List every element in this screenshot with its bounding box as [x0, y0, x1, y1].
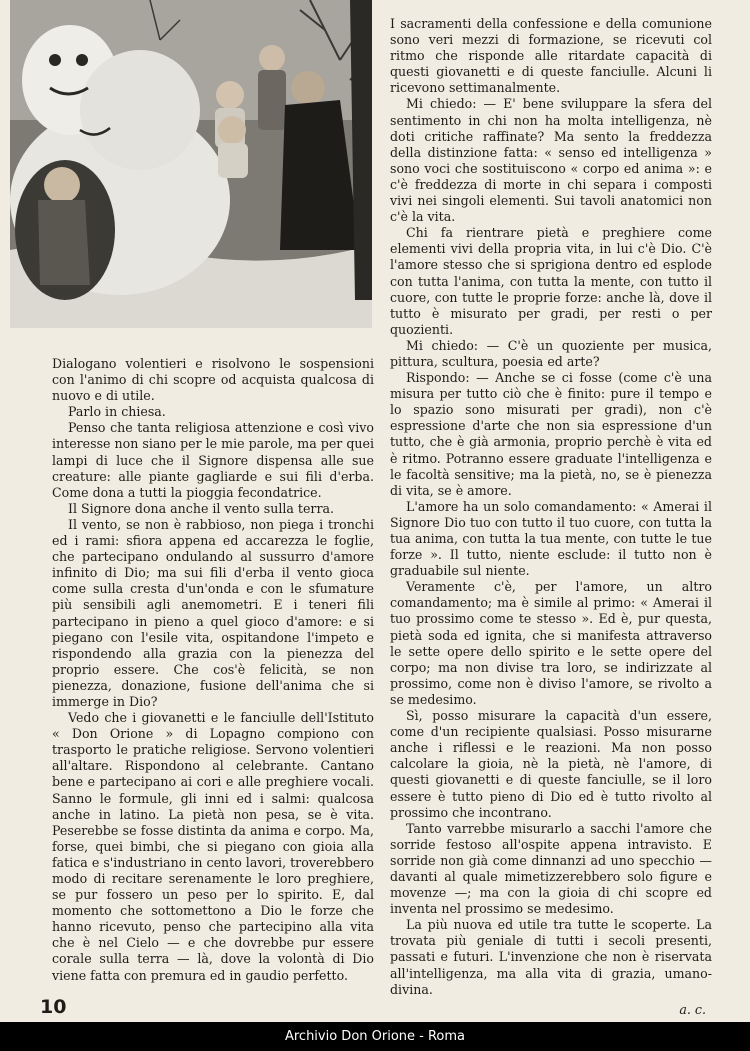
paragraph: Chi fa rientrare pietà e preghiere come elementi vivi della propria vita, in lui c'è Dio. C'è l'amore stesso che si sprigiona dentro ed esplode con tutta l'anima, con tutta la mente, con tutto il cuore, con tutte le proprie forze: anche là, dove il tutto è misurato per gradi, per resti o per quozienti.: [390, 225, 712, 337]
paragraph: I sacramenti della confessione e della comunione sono veri mezzi di formazione, se ricevuti col ritmo che risponde alle ritardate capacità di questi giovanetti e di queste fanciulle. Alcuni li ricevono settimanalmente.: [390, 16, 712, 96]
snowman-photo: [10, 0, 372, 328]
paragraph: La più nuova ed utile tra tutte le scoperte. La trovata più geniale di tutti i secoli presenti, passati e futuri. L'invenzione che non è riservata all'intelligenza, ma alla vita di grazia, umano-divina.: [390, 917, 712, 997]
page-number: 10: [40, 996, 67, 1018]
paragraph: Rispondo: — Anche se ci fosse (come c'è una misura per tutto ciò che è finito: pure il tempo e lo spazio sono misurati per gradi), non c'è espressione d'arte che non sia espressione d'un tutto, che è già armonia, proprio perchè è vita ed è ritmo. Potranno essere graduate l'intelligenza e le facoltà sensitive; ma la pietà, no, se è pienezza di vita, se è amore.: [390, 370, 712, 498]
archive-footer: Archivio Don Orione - Roma: [0, 1022, 750, 1051]
snowman-photo-illustration: [10, 0, 372, 328]
paragraph: Dialogano volentieri e risolvono le sospensioni con l'animo di chi scopre od acquista qualcosa di nuovo e di utile.: [52, 356, 374, 404]
paragraph: Il Signore dona anche il vento sulla terra.: [68, 500, 334, 516]
paragraph: Veramente c'è, per l'amore, un altro comandamento; ma è simile al primo: « Amerai il tuo prossimo come te stesso ». Ed è, pur questa, pietà soda ed ignita, che si manifesta attraverso le sette opere dello spirito e le sette opere del corpo; ma non divise tra loro, se indirizzate al prossimo, come non è diviso l'amore, se rivolto a se medesimo.: [390, 579, 712, 707]
paragraph: Mi chiedo: — E' bene sviluppare la sfera del sentimento in chi non ha molta intelligenza, nè doti critiche raffinate? Ma sento la freddezza della distinzione fatta: « senso ed intelligenza » sono voci che sostituiscono « corpo ed anima »: e c'è freddezza di morte in chi separa i composti vivi nei singoli elementi. Sui tavoli anatomici non c'è la vita.: [390, 96, 712, 225]
left-text-column: [52, 356, 374, 984]
paragraph: L'amore ha un solo comandamento: « Amerai il Signore Dio tuo con tutto il tuo cuore, con tutta la tua anima, con tutta la tua mente, con tutte le tue forze ». Il tutto, niente esclude: il tutto non è graduabile sul niente.: [390, 498, 712, 579]
right-text-column: [390, 16, 712, 1018]
paragraph: Parlo in chiesa.: [68, 404, 166, 420]
paragraph: Il vento, se non è rabbioso, non piega i tronchi ed i rami: sfiora appena ed accarezza le foglie, che partecipano ondulando al sussurro d'amore infinito di Dio; ma sui fili d'erba il vento gioca come sulla cresta d'un'onda e con le sfumature più sensibili agli anemometri. E i teneri fili partecipano in pieno a quel gioco d'amore: e si piegano con l'esile vita, ospitandone l'impeto e rispondendo alla grazia con la pienezza del proprio essere. Che cos'è felicità, se non pienezza, donazione, fusione dell'anima che si immerge in Dio?: [52, 516, 374, 709]
paragraph: Sì, posso misurare la capacità d'un essere, come d'un recipiente qualsiasi. Posso misurarne anche i riflessi e le reazioni. Ma non posso calcolare la gioia, nè la pietà, nè l'amore, di questi giovanetti e di queste fanciulle, se il loro essere è tutto pieno di Dio ed è tutto rivolto al prossimo che incontrano.: [390, 708, 712, 820]
author-signature: a. c.: [679, 1001, 706, 1017]
paragraph: Tanto varrebbe misurarlo a sacchi l'amore che sorride festoso all'ospite appena intravisto. E sorride non già come dinnanzi ad uno specchio — davanti al quale mimetizzerebbero solo figure e movenze —; ma con la gioia di chi scopre ed inventa nel prossimo se medesimo.: [390, 820, 712, 917]
paragraph: Penso che tanta religiosa attenzione e così vivo interesse non siano per le mie parole, ma per quei lampi di luce che il Signore dispensa alle sue creature: alle piante gagliarde e sui fili d'erba. Come dona a tutti la pioggia fecondatrice.: [52, 420, 374, 500]
paragraph: Vedo che i giovanetti e le fanciulle dell'Istituto « Don Orione » di Lopagno compiono con trasporto le pratiche religiose. Servono volentieri all'altare. Rispondono al celebrante. Cantano bene e partecipano ai cori e alle preghiere vocali. Sanno le formule, gli inni ed i salmi: qualcosa anche in latino. La pietà non pesa, se è vita. Peserebbe se fosse distinta da anima e corpo. Ma, forse, quei bimbi, che si piegano con gioia alla fatica e s'industriano in cento lavori, troverebbero modo di recitare serenamente le loro preghiere, se pur fossero un peso per lo spirito. E, dal momento che sottomettono a Dio le forze che hanno ricevuto, penso che partecipino alla vita che è nel Cielo — e che dovrebbe pur essere corale sulla terra — là, dove la volontà di Dio viene fatta con premura ed in gaudio perfetto.: [52, 710, 374, 983]
paragraph: Mi chiedo: — C'è un quoziente per musica, pittura, scultura, poesia ed arte?: [390, 337, 712, 369]
